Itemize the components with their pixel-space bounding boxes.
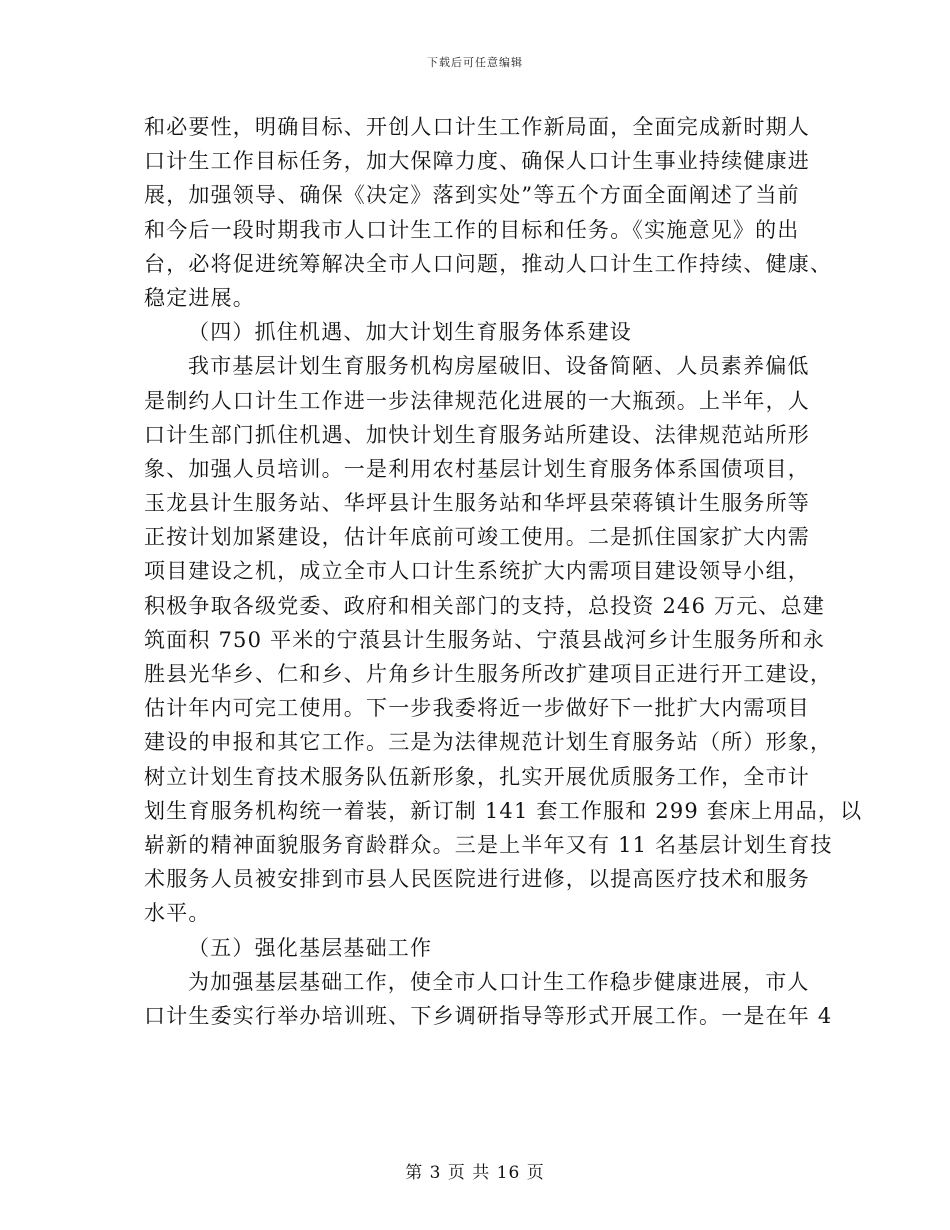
text-line: 树立计划生育技术服务队伍新形象，扎实开展优质服务工作，全市计 xyxy=(144,764,810,789)
text-line: 稳定进展。 xyxy=(144,285,255,310)
paragraph-first-line: 我市基层计划生育服务机构房屋破旧、设备简陋、人员素养偏低 xyxy=(188,354,810,379)
text-line: 是制约人口计生工作进一步法律规范化进展的一大瓶颈。上半年，人 xyxy=(144,388,810,413)
text-line: 口计生委实行举办培训班、下乡调研指导等形式开展工作。一是在年 4 xyxy=(144,1003,833,1028)
text-line: 水平。 xyxy=(144,901,211,926)
section-heading: （四）抓住机遇、加大计划生育服务体系建设 xyxy=(188,320,632,345)
text-line: 台，必将促进统筹解决全市人口问题，推动人口计生工作持续、健康、 xyxy=(144,251,833,276)
text-line: 和今后一段时期我市人口计生工作的目标和任务。《实施意见》的出 xyxy=(144,217,800,242)
text-line: 正按计划加紧建设，估计年底前可竣工使用。二是抓住国家扩大内需 xyxy=(144,525,810,550)
text-line: 筑面积 750 平米的宁蒗县计生服务站、宁蒗县战河乡计生服务所和永 xyxy=(144,627,826,652)
text-line: 口计生部门抓住机遇、加快计划生育服务站所建设、法律规范站所形 xyxy=(144,422,810,447)
text-line: 估计年内可完工使用。下一步我委将近一步做好下一批扩大内需项目 xyxy=(144,696,810,721)
header-note: 下载后可任意编辑 xyxy=(427,56,523,69)
text-line: 象、加强人员培训。一是利用农村基层计划生育服务体系国债项目， xyxy=(144,456,810,481)
paragraph-first-line: 为加强基层基础工作，使全市人口计生工作稳步健康进展，市人 xyxy=(188,969,810,994)
text-line: 积极争取各级党委、政府和相关部门的支持，总投资 246 万元、总建 xyxy=(144,593,826,618)
text-line: 术服务人员被安排到市县人民医院进行进修，以提高医疗技术和服务 xyxy=(144,867,810,892)
text-line: 和必要性，明确目标、开创人口计生工作新局面，全面完成新时期人 xyxy=(144,115,810,139)
text-line: 口计生工作目标任务，加大保障力度、确保人口计生事业持续健康进 xyxy=(144,149,810,174)
page-number-footer: 第 3 页 共 16 页 xyxy=(405,1163,545,1183)
section-heading: （五）强化基层基础工作 xyxy=(188,935,433,960)
text-line: 建设的申报和其它工作。三是为法律规范计划生育服务站（所）形象， xyxy=(144,730,833,755)
text-line: 展，加强领导、确保《决定》落到实处”等五个方面全面阐述了当前 xyxy=(144,183,800,208)
body-text xyxy=(144,110,863,1033)
text-line: 胜县光华乡、仁和乡、片角乡计生服务所改扩建项目正进行开工建设， xyxy=(144,662,833,686)
text-line: 项目建设之机，成立全市人口计生系统扩大内需项目建设领导小组， xyxy=(144,559,810,584)
text-line: 划生育服务机构统一着装，新订制 141 套工作服和 299 套床上用品，以 xyxy=(144,798,863,823)
text-line: 玉龙县计生服务站、华坪县计生服务站和华坪县荣蒋镇计生服务所等 xyxy=(144,491,810,516)
text-line: 崭新的精神面貌服务育龄群众。三是上半年又有 11 名基层计划生育技 xyxy=(144,832,833,857)
